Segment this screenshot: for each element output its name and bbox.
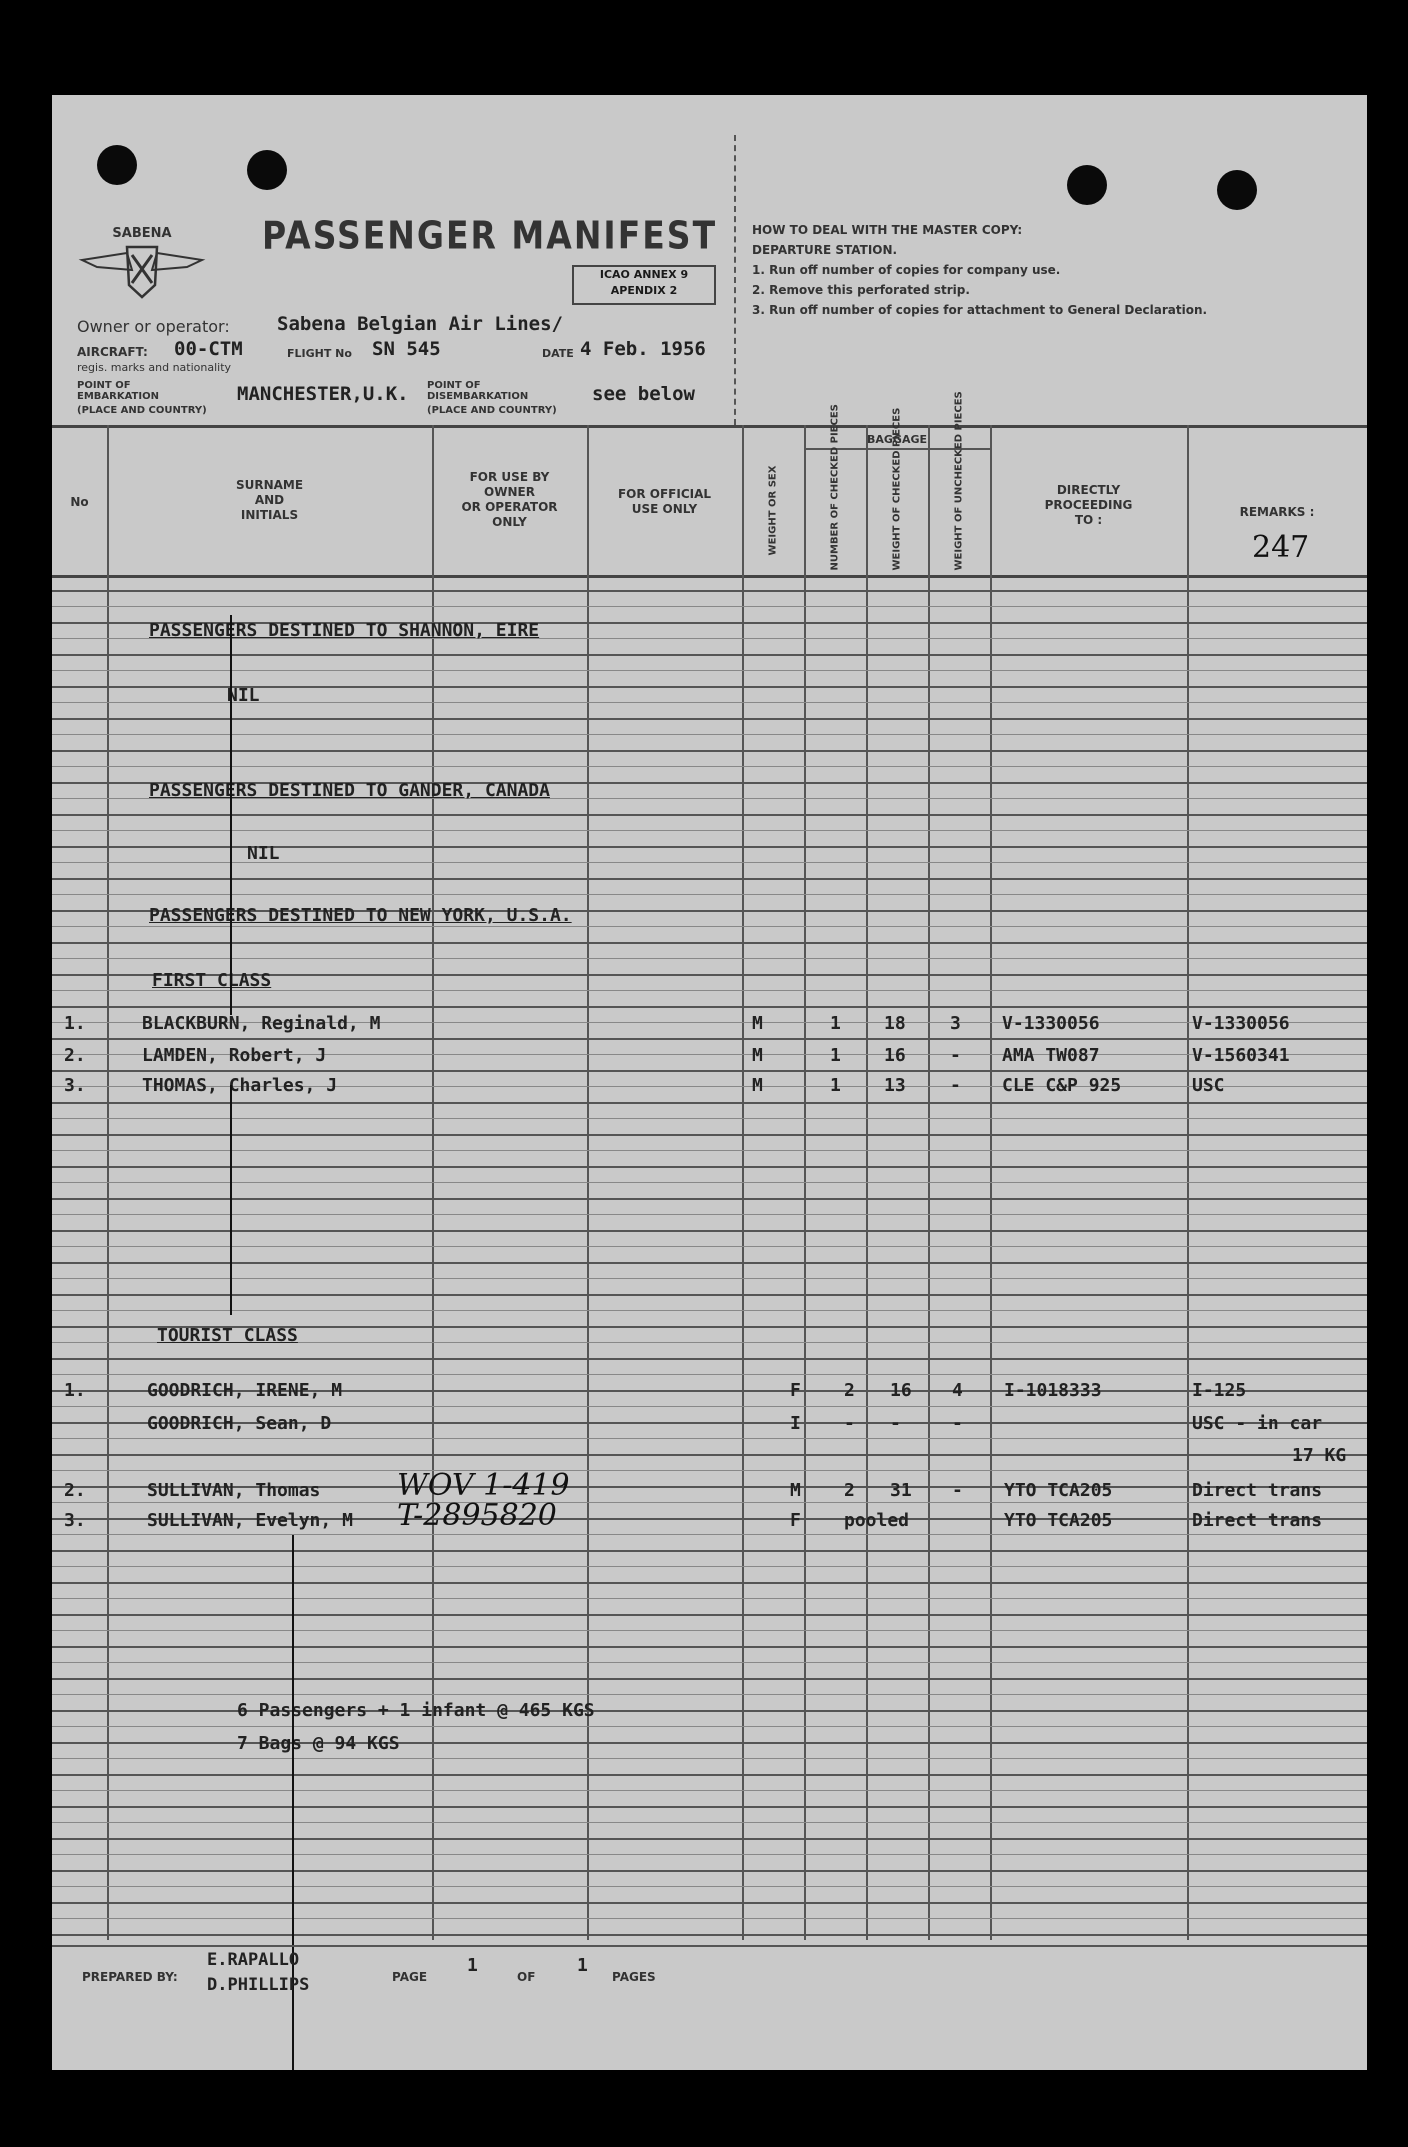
ruled-line	[52, 1646, 1367, 1648]
col-surname	[107, 478, 432, 523]
checked-weight: 16	[890, 1380, 912, 1401]
passenger-name: THOMAS, Charles, J	[142, 1075, 338, 1096]
pen-mark	[230, 1085, 232, 1315]
remarks-value: I-125	[1192, 1380, 1247, 1401]
ruled-line	[52, 830, 1367, 831]
checked-pieces: 2	[844, 1380, 855, 1401]
ruled-line	[52, 1198, 1367, 1200]
proceeding-to: CLE C&P 925	[1002, 1075, 1122, 1096]
ruled-line	[52, 1870, 1367, 1872]
ruled-line	[52, 1310, 1367, 1311]
col-owner	[432, 470, 587, 530]
passenger-sex: F	[790, 1510, 801, 1531]
aircraft-value: 00-CTM	[174, 338, 243, 360]
ruled-line	[52, 1838, 1367, 1840]
ruled-line	[52, 1454, 1367, 1456]
official-note: T-2895820	[397, 1498, 557, 1533]
col-directly-l1: DIRECTLY	[1056, 483, 1121, 497]
ruled-line	[52, 1294, 1367, 1296]
ruled-line	[52, 1694, 1367, 1695]
flight-label: FLIGHT No	[287, 347, 352, 360]
embark-sub: (PLACE AND COUNTRY)	[77, 405, 207, 416]
ruled-line	[52, 734, 1367, 735]
instructions	[752, 220, 1207, 320]
col-surname-l3: INITIALS	[240, 508, 299, 522]
prepared-name-2: D.PHILLIPS	[207, 1975, 310, 1995]
col-official-l1: FOR OFFICIAL	[617, 487, 712, 501]
col-owner-l2: OWNER	[484, 485, 535, 499]
ruled-line	[52, 1118, 1367, 1119]
row-number: 2.	[64, 1480, 86, 1501]
perforation-line	[734, 135, 736, 425]
punch-hole	[247, 150, 287, 190]
pen-mark	[230, 615, 232, 1015]
ruled-line	[52, 1214, 1367, 1215]
checked-weight: 16	[884, 1045, 906, 1066]
passenger-sex: M	[752, 1045, 763, 1066]
ruled-line	[52, 1662, 1367, 1663]
date-value: 4 Feb. 1956	[580, 338, 706, 360]
ruled-line	[52, 1358, 1367, 1360]
unchecked-weight: -	[952, 1413, 963, 1434]
checked-weight: 18	[884, 1013, 906, 1034]
remarks-value: Direct trans	[1192, 1510, 1323, 1531]
instruction-item: 1. Run off number of copies for company use.	[752, 263, 1061, 277]
col-no: No	[70, 495, 89, 509]
remarks-value: USC - in car	[1192, 1413, 1323, 1434]
ruled-line	[52, 1070, 1367, 1072]
passenger-sex: M	[752, 1075, 763, 1096]
ruled-line	[52, 878, 1367, 880]
totals-line1: 6 Passengers + 1 infant @ 465 KGS	[237, 1700, 595, 1721]
col-official-l2: USE ONLY	[631, 502, 698, 516]
ruled-line	[52, 1246, 1367, 1247]
ruled-line	[52, 1134, 1367, 1136]
remarks-value: V-1330056	[1192, 1013, 1290, 1034]
ruled-line	[52, 1438, 1367, 1439]
date-label: DATE	[542, 347, 574, 360]
ruled-line	[52, 1262, 1367, 1264]
ruled-line	[52, 750, 1367, 752]
prepared-label: PREPARED BY:	[82, 1970, 178, 1984]
unchecked-weight: -	[952, 1480, 963, 1501]
first-class-heading: FIRST CLASS	[152, 970, 272, 991]
remarks-value: USC	[1192, 1075, 1225, 1096]
annex-line2: APENDIX 2	[610, 284, 678, 297]
col-official	[587, 487, 742, 517]
ruled-line	[52, 1678, 1367, 1680]
col-weight-unchecked: WEIGHT OF UNCHECKED PIECES	[953, 391, 965, 571]
checked-pieces: pooled	[844, 1510, 910, 1531]
row-number: 1.	[64, 1013, 86, 1034]
owner-label: Owner or operator:	[77, 317, 230, 336]
ruled-line	[52, 1758, 1367, 1759]
ruled-line	[52, 590, 1367, 592]
official-note: WOV 1-419	[397, 1468, 570, 1503]
of-label: OF	[517, 1970, 536, 1984]
instructions-title: HOW TO DEAL WITH THE MASTER COPY:	[752, 223, 1023, 237]
col-surname-l1: SURNAME	[235, 478, 304, 492]
unchecked-weight: -	[950, 1075, 961, 1096]
table-top-line	[52, 425, 1367, 428]
punch-hole	[1217, 170, 1257, 210]
disembark-label: POINT OF DISEMBARKATION	[427, 380, 529, 402]
aircraft-sub: regis. marks and nationality	[77, 361, 232, 374]
unchecked-weight: -	[950, 1045, 961, 1066]
page-label: PAGE	[392, 1970, 428, 1984]
owner-value: Sabena Belgian Air Lines/	[277, 313, 563, 335]
ruled-line	[52, 1374, 1367, 1375]
annex-box	[572, 265, 716, 305]
ruled-line	[52, 1598, 1367, 1599]
remarks-value: 17 KG	[1292, 1445, 1347, 1466]
row-number: 2.	[64, 1045, 86, 1066]
annex-line1: ICAO ANNEX 9	[599, 268, 689, 281]
ruled-line	[52, 1006, 1367, 1008]
col-owner-l1: FOR USE BY	[469, 470, 550, 484]
punch-hole	[97, 145, 137, 185]
ruled-line	[52, 1534, 1367, 1535]
col-num-checked: NUMBER OF CHECKED PIECES	[829, 404, 841, 571]
sabena-logo-icon	[77, 215, 207, 305]
passenger-sex: F	[790, 1380, 801, 1401]
header-bottom-line	[52, 575, 1367, 578]
row-number: 1.	[64, 1380, 86, 1401]
page-title: PASSENGER MANIFEST	[262, 213, 718, 258]
ruled-line	[52, 894, 1367, 895]
remarks-value: Direct trans	[1192, 1480, 1323, 1501]
section-gander: PASSENGERS DESTINED TO GANDER, CANADA	[149, 780, 550, 801]
proceeding-to: YTO TCA205	[1004, 1510, 1113, 1531]
embark-label: POINT OF EMBARKATION	[77, 380, 159, 402]
ruled-line	[52, 1822, 1367, 1823]
ruled-line	[52, 1582, 1367, 1584]
proceeding-to: AMA TW087	[1002, 1045, 1100, 1066]
proceeding-to: I-1018333	[1004, 1380, 1102, 1401]
unchecked-weight: 4	[952, 1380, 963, 1401]
ruled-line	[52, 1182, 1367, 1183]
ruled-line	[52, 1854, 1367, 1855]
passenger-sex: M	[752, 1013, 763, 1034]
section-newyork: PASSENGERS DESTINED TO NEW YORK, U.S.A.	[149, 905, 572, 926]
ruled-line	[52, 1630, 1367, 1631]
ruled-line	[52, 1918, 1367, 1919]
proceeding-to: YTO TCA205	[1004, 1480, 1113, 1501]
ruled-line	[52, 814, 1367, 816]
col-directly-l3: TO :	[1074, 513, 1103, 527]
ruled-line	[52, 1726, 1367, 1727]
ruled-line	[52, 1614, 1367, 1616]
page-value: 1	[467, 1955, 478, 1976]
proceeding-to: V-1330056	[1002, 1013, 1100, 1034]
prepared-name-1: E.RAPALLO	[207, 1950, 300, 1970]
checked-weight: -	[890, 1413, 901, 1434]
ruled-line	[52, 1886, 1367, 1887]
manifest-sheet	[52, 95, 1367, 2070]
remarks-value: V-1560341	[1192, 1045, 1290, 1066]
ruled-line	[52, 1902, 1367, 1904]
ruled-line	[52, 718, 1367, 720]
section-shannon-nil: NIL	[227, 685, 260, 706]
passenger-name: SULLIVAN, Thomas	[147, 1480, 321, 1501]
passenger-name: SULLIVAN, Evelyn, M	[147, 1510, 353, 1531]
of-value: 1	[577, 1955, 588, 1976]
ruled-line	[52, 766, 1367, 767]
section-gander-nil: NIL	[247, 843, 280, 864]
checked-pieces: 1	[830, 1075, 841, 1096]
ruled-line	[52, 1102, 1367, 1104]
passenger-name: GOODRICH, Sean, D	[147, 1413, 332, 1434]
ruled-line	[52, 1406, 1367, 1407]
checked-pieces: -	[844, 1413, 855, 1434]
ruled-line	[52, 1166, 1367, 1168]
footer-line	[52, 1945, 1367, 1947]
col-owner-l4: ONLY	[492, 515, 527, 529]
ruled-line	[52, 942, 1367, 944]
embark-value: MANCHESTER,U.K.	[237, 383, 409, 405]
col-weight-checked: WEIGHT OF CHECKED PIECES	[891, 407, 903, 571]
ruled-line	[52, 1150, 1367, 1151]
ruled-line	[52, 958, 1367, 959]
logo-text: SABENA	[112, 226, 172, 241]
ruled-line	[52, 1566, 1367, 1567]
ruled-line	[52, 1038, 1367, 1040]
ruled-line	[52, 1230, 1367, 1232]
instruction-item: 3. Run off number of copies for attachment to General Declaration.	[752, 303, 1208, 317]
row-number: 3.	[64, 1075, 86, 1096]
remarks-number: 247	[1252, 530, 1310, 565]
ruled-line	[52, 1278, 1367, 1279]
col-baggage: BAGGAGE	[866, 433, 927, 446]
instructions-subtitle: DEPARTURE STATION.	[752, 243, 898, 257]
section-shannon: PASSENGERS DESTINED TO SHANNON, EIRE	[149, 620, 540, 641]
ruled-line	[52, 670, 1367, 671]
ruled-line	[52, 1806, 1367, 1808]
ruled-line	[52, 1550, 1367, 1552]
passenger-name: LAMDEN, Robert, J	[142, 1045, 327, 1066]
passenger-sex: I	[790, 1413, 801, 1434]
ruled-line	[52, 606, 1367, 607]
disembark-value: see below	[592, 383, 695, 405]
checked-weight: 13	[884, 1075, 906, 1096]
col-directly	[990, 483, 1187, 528]
tourist-class-heading: TOURIST CLASS	[157, 1325, 298, 1346]
passenger-name: GOODRICH, IRENE, M	[147, 1380, 343, 1401]
ruled-line	[52, 1470, 1367, 1471]
totals-line2: 7 Bags @ 94 KGS	[237, 1733, 400, 1754]
passenger-sex: M	[790, 1480, 801, 1501]
col-owner-l3: OR OPERATOR	[461, 500, 558, 514]
checked-pieces: 1	[830, 1045, 841, 1066]
disembark-sub: (PLACE AND COUNTRY)	[427, 405, 557, 416]
col-directly-l2: PROCEEDING	[1044, 498, 1133, 512]
checked-weight: 31	[890, 1480, 912, 1501]
row-number: 3.	[64, 1510, 86, 1531]
punch-hole	[1067, 165, 1107, 205]
ruled-line	[52, 926, 1367, 927]
ruled-line	[52, 1790, 1367, 1791]
checked-pieces: 1	[830, 1013, 841, 1034]
ruled-line	[52, 1934, 1367, 1936]
ruled-line	[52, 654, 1367, 656]
col-weight-sex: WEIGHT OR SEX	[767, 465, 779, 556]
unchecked-weight: 3	[950, 1013, 961, 1034]
instruction-item: 2. Remove this perforated strip.	[752, 283, 970, 297]
aircraft-label: AIRCRAFT:	[77, 345, 148, 359]
checked-pieces: 2	[844, 1480, 855, 1501]
ruled-line	[52, 1502, 1367, 1503]
pages-label: PAGES	[612, 1970, 656, 1984]
col-surname-l2: AND	[254, 493, 285, 507]
passenger-name: BLACKBURN, Reginald, M	[142, 1013, 381, 1034]
ruled-line	[52, 1774, 1367, 1776]
col-remarks: REMARKS :	[1239, 505, 1315, 519]
flight-value: SN 545	[372, 338, 441, 360]
